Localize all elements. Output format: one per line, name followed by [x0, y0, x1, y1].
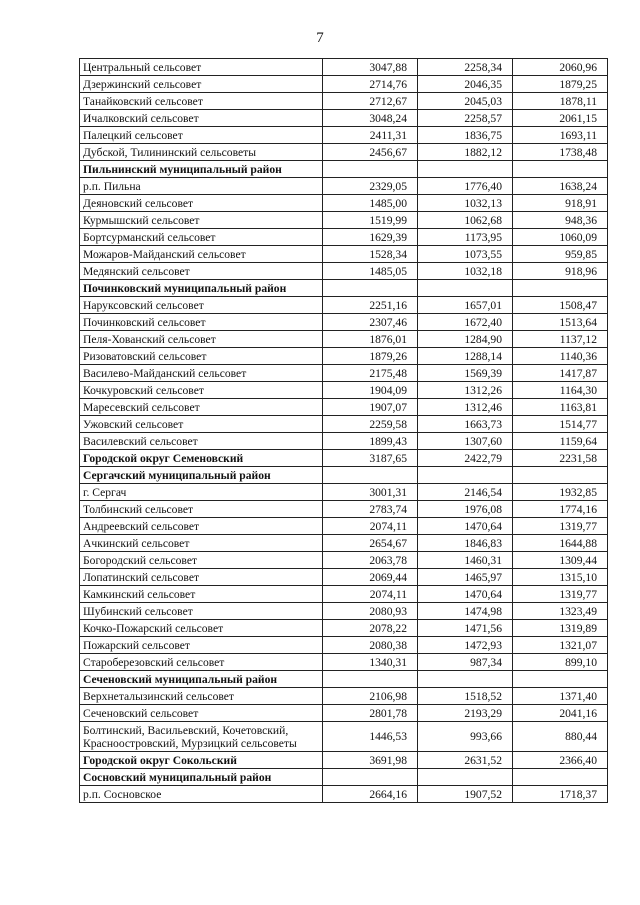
value-col-2: 1836,75: [418, 127, 513, 144]
row-name: Сеченовский сельсовет: [80, 705, 323, 722]
value-col-3: 1371,40: [513, 688, 608, 705]
value-col-2: 2422,79: [418, 450, 513, 467]
value-col-3: 2041,16: [513, 705, 608, 722]
value-col-1: 1340,31: [323, 654, 418, 671]
value-col-3: 2231,58: [513, 450, 608, 467]
value-col-3: 1321,07: [513, 637, 608, 654]
value-col-1: 1519,99: [323, 212, 418, 229]
row-name: р.п. Пильна: [80, 178, 323, 195]
value-col-3: 1159,64: [513, 433, 608, 450]
value-col-2: 1312,26: [418, 382, 513, 399]
value-col-3: 1309,44: [513, 552, 608, 569]
value-col-2: 1312,46: [418, 399, 513, 416]
value-col-3: [513, 280, 608, 297]
value-col-1: 2783,74: [323, 501, 418, 518]
value-col-1: [323, 769, 418, 786]
value-col-2: 1073,55: [418, 246, 513, 263]
row-name: Центральный сельсовет: [80, 59, 323, 76]
value-col-2: [418, 671, 513, 688]
table-row: [80, 365, 608, 382]
table-row: [80, 501, 608, 518]
row-name: Андреевский сельсовет: [80, 518, 323, 535]
value-col-2: 1907,52: [418, 786, 513, 803]
value-col-3: 1323,49: [513, 603, 608, 620]
row-name: Танайковский сельсовет: [80, 93, 323, 110]
value-col-1: 2063,78: [323, 552, 418, 569]
value-col-1: 2080,93: [323, 603, 418, 620]
value-col-1: 2411,31: [323, 127, 418, 144]
value-col-3: 959,85: [513, 246, 608, 263]
value-col-2: 2045,03: [418, 93, 513, 110]
table-row: [80, 688, 608, 705]
page-number: 7: [316, 30, 324, 46]
section-row: [80, 467, 608, 484]
value-col-1: 2307,46: [323, 314, 418, 331]
value-col-3: 1644,88: [513, 535, 608, 552]
row-name: Толбинский сельсовет: [80, 501, 323, 518]
value-col-2: [418, 161, 513, 178]
value-col-2: 1882,12: [418, 144, 513, 161]
value-col-2: 1288,14: [418, 348, 513, 365]
value-col-1: 2251,16: [323, 297, 418, 314]
row-name: Курмышский сельсовет: [80, 212, 323, 229]
table-row: [80, 246, 608, 263]
row-name: Ризоватовский сельсовет: [80, 348, 323, 365]
value-col-2: 1776,40: [418, 178, 513, 195]
row-name: Василево-Майданский сельсовет: [80, 365, 323, 382]
value-col-3: 1878,11: [513, 93, 608, 110]
value-col-3: 948,36: [513, 212, 608, 229]
value-col-3: 1879,25: [513, 76, 608, 93]
table-row: [80, 110, 608, 127]
value-col-1: 2801,78: [323, 705, 418, 722]
value-col-1: 2175,48: [323, 365, 418, 382]
table-row: [80, 195, 608, 212]
value-col-3: 1163,81: [513, 399, 608, 416]
table-row: [80, 586, 608, 603]
row-name: Городской округ Семеновский: [80, 450, 323, 467]
table-row: [80, 569, 608, 586]
value-col-3: 1932,85: [513, 484, 608, 501]
table-row: [80, 212, 608, 229]
row-name: г. Сергач: [80, 484, 323, 501]
value-col-3: 1319,77: [513, 586, 608, 603]
value-col-3: [513, 671, 608, 688]
value-col-3: 1315,10: [513, 569, 608, 586]
row-name: Шубинский сельсовет: [80, 603, 323, 620]
value-col-2: 1518,52: [418, 688, 513, 705]
row-name: Бортсурманский сельсовет: [80, 229, 323, 246]
value-col-3: 1137,12: [513, 331, 608, 348]
value-col-2: 1284,90: [418, 331, 513, 348]
value-col-3: 1508,47: [513, 297, 608, 314]
value-col-3: 1319,89: [513, 620, 608, 637]
section-row: [80, 752, 608, 769]
table-row: [80, 433, 608, 450]
value-col-1: 2654,67: [323, 535, 418, 552]
value-col-2: 1672,40: [418, 314, 513, 331]
value-col-3: 1638,24: [513, 178, 608, 195]
table-row: [80, 705, 608, 722]
value-col-1: [323, 467, 418, 484]
value-col-1: 1899,43: [323, 433, 418, 450]
value-col-2: 2193,29: [418, 705, 513, 722]
row-name: Василевский сельсовет: [80, 433, 323, 450]
table-row: [80, 722, 608, 752]
value-col-1: 2078,22: [323, 620, 418, 637]
value-col-2: 1173,95: [418, 229, 513, 246]
value-col-3: 1774,16: [513, 501, 608, 518]
row-name: Можаров-Майданский сельсовет: [80, 246, 323, 263]
value-col-1: 2106,98: [323, 688, 418, 705]
table-row: [80, 144, 608, 161]
value-col-1: 1485,00: [323, 195, 418, 212]
table-row: [80, 603, 608, 620]
row-name: Сергачский муниципальный район: [80, 467, 323, 484]
value-col-2: 1471,56: [418, 620, 513, 637]
value-col-3: 1060,09: [513, 229, 608, 246]
value-col-1: 1907,07: [323, 399, 418, 416]
value-col-2: 1307,60: [418, 433, 513, 450]
value-col-1: 3047,88: [323, 59, 418, 76]
value-col-1: 3187,65: [323, 450, 418, 467]
value-col-2: 1663,73: [418, 416, 513, 433]
value-col-2: 1032,18: [418, 263, 513, 280]
value-col-1: 1629,39: [323, 229, 418, 246]
value-col-3: 1319,77: [513, 518, 608, 535]
section-row: [80, 769, 608, 786]
value-col-2: 987,34: [418, 654, 513, 671]
section-row: [80, 161, 608, 178]
value-col-1: 2714,76: [323, 76, 418, 93]
value-col-2: 1976,08: [418, 501, 513, 518]
row-name: Медянский сельсовет: [80, 263, 323, 280]
value-col-1: 2712,67: [323, 93, 418, 110]
row-name: Пеля-Хованский сельсовет: [80, 331, 323, 348]
value-col-3: [513, 161, 608, 178]
value-col-2: 1032,13: [418, 195, 513, 212]
row-name: Староберезовский сельсовет: [80, 654, 323, 671]
value-col-3: 1718,37: [513, 786, 608, 803]
row-name: Городской округ Сокольский: [80, 752, 323, 769]
row-name: Кочко-Пожарский сельсовет: [80, 620, 323, 637]
value-col-3: 2366,40: [513, 752, 608, 769]
value-col-1: 3691,98: [323, 752, 418, 769]
value-col-2: 2146,54: [418, 484, 513, 501]
value-col-3: 1164,30: [513, 382, 608, 399]
value-col-1: 1904,09: [323, 382, 418, 399]
value-col-1: 2259,58: [323, 416, 418, 433]
value-col-2: 2046,35: [418, 76, 513, 93]
value-col-1: 2329,05: [323, 178, 418, 195]
table-row: [80, 229, 608, 246]
table-row: [80, 484, 608, 501]
table-row: [80, 552, 608, 569]
value-col-3: [513, 467, 608, 484]
value-col-2: 1474,98: [418, 603, 513, 620]
value-col-3: 1738,48: [513, 144, 608, 161]
value-col-1: 2074,11: [323, 518, 418, 535]
value-col-1: 1528,34: [323, 246, 418, 263]
value-col-1: 2074,11: [323, 586, 418, 603]
table-row: [80, 59, 608, 76]
value-col-2: 1062,68: [418, 212, 513, 229]
row-name: Пожарский сельсовет: [80, 637, 323, 654]
value-col-2: 1470,64: [418, 518, 513, 535]
row-name: Лопатинский сельсовет: [80, 569, 323, 586]
table-row: [80, 416, 608, 433]
row-name: Ужовский сельсовет: [80, 416, 323, 433]
value-col-3: 1514,77: [513, 416, 608, 433]
table-row: [80, 93, 608, 110]
section-row: [80, 280, 608, 297]
table-row: [80, 331, 608, 348]
value-col-3: 899,10: [513, 654, 608, 671]
row-name: Деяновский сельсовет: [80, 195, 323, 212]
value-col-2: 2631,52: [418, 752, 513, 769]
row-name: Маресевский сельсовет: [80, 399, 323, 416]
value-col-1: [323, 671, 418, 688]
row-name: Камкинский сельсовет: [80, 586, 323, 603]
value-col-1: 1876,01: [323, 331, 418, 348]
value-col-1: 1879,26: [323, 348, 418, 365]
row-name: Палецкий сельсовет: [80, 127, 323, 144]
table-row: [80, 127, 608, 144]
row-name: Пильнинский муниципальный район: [80, 161, 323, 178]
value-col-2: 1465,97: [418, 569, 513, 586]
table-row: [80, 620, 608, 637]
value-col-2: 1470,64: [418, 586, 513, 603]
table-row: [80, 518, 608, 535]
tariff-table: [79, 58, 608, 803]
value-col-3: 918,96: [513, 263, 608, 280]
section-row: [80, 450, 608, 467]
value-col-3: 1693,11: [513, 127, 608, 144]
row-name: Верхнеталызинский сельсовет: [80, 688, 323, 705]
value-col-1: 3048,24: [323, 110, 418, 127]
value-col-1: 2664,16: [323, 786, 418, 803]
value-col-2: [418, 467, 513, 484]
value-col-2: [418, 280, 513, 297]
table-row: [80, 348, 608, 365]
value-col-2: 1472,93: [418, 637, 513, 654]
value-col-3: 1513,64: [513, 314, 608, 331]
value-col-1: 1446,53: [323, 722, 418, 752]
row-name: Болтинский, Васильевский, Кочетовский, Красноостровский, Мурзицкий сельсоветы: [80, 722, 323, 752]
table-row: [80, 76, 608, 93]
row-name: р.п. Сосновское: [80, 786, 323, 803]
table-row: [80, 535, 608, 552]
value-col-2: 2258,57: [418, 110, 513, 127]
row-name: Сеченовский муниципальный район: [80, 671, 323, 688]
value-col-1: 2069,44: [323, 569, 418, 586]
value-col-1: 3001,31: [323, 484, 418, 501]
value-col-1: 2456,67: [323, 144, 418, 161]
table-row: [80, 297, 608, 314]
row-name: Дзержинский сельсовет: [80, 76, 323, 93]
value-col-2: 1657,01: [418, 297, 513, 314]
row-name: Дубской, Тилининский сельсоветы: [80, 144, 323, 161]
table-row: [80, 399, 608, 416]
value-col-2: 993,66: [418, 722, 513, 752]
row-name: Починковский муниципальный район: [80, 280, 323, 297]
value-col-1: [323, 280, 418, 297]
table-row: [80, 314, 608, 331]
table-row: [80, 263, 608, 280]
value-col-2: 2258,34: [418, 59, 513, 76]
value-col-1: 1485,05: [323, 263, 418, 280]
value-col-3: 1140,36: [513, 348, 608, 365]
value-col-1: 2080,38: [323, 637, 418, 654]
table-row: [80, 382, 608, 399]
value-col-3: 2060,96: [513, 59, 608, 76]
value-col-2: 1569,39: [418, 365, 513, 382]
table-row: [80, 786, 608, 803]
table-row: [80, 178, 608, 195]
row-name: Богородский сельсовет: [80, 552, 323, 569]
row-name: Наруксовский сельсовет: [80, 297, 323, 314]
section-row: [80, 671, 608, 688]
value-col-3: 918,91: [513, 195, 608, 212]
value-col-2: 1460,31: [418, 552, 513, 569]
table-body: [80, 59, 608, 803]
value-col-3: [513, 769, 608, 786]
value-col-1: [323, 161, 418, 178]
table-row: [80, 637, 608, 654]
value-col-3: 1417,87: [513, 365, 608, 382]
value-col-2: 1846,83: [418, 535, 513, 552]
value-col-3: 2061,15: [513, 110, 608, 127]
value-col-2: [418, 769, 513, 786]
value-col-3: 880,44: [513, 722, 608, 752]
row-name: Ичалковский сельсовет: [80, 110, 323, 127]
row-name: Починковский сельсовет: [80, 314, 323, 331]
row-name: Ачкинский сельсовет: [80, 535, 323, 552]
row-name: Кочкуровский сельсовет: [80, 382, 323, 399]
table-row: [80, 654, 608, 671]
row-name: Сосновский муниципальный район: [80, 769, 323, 786]
